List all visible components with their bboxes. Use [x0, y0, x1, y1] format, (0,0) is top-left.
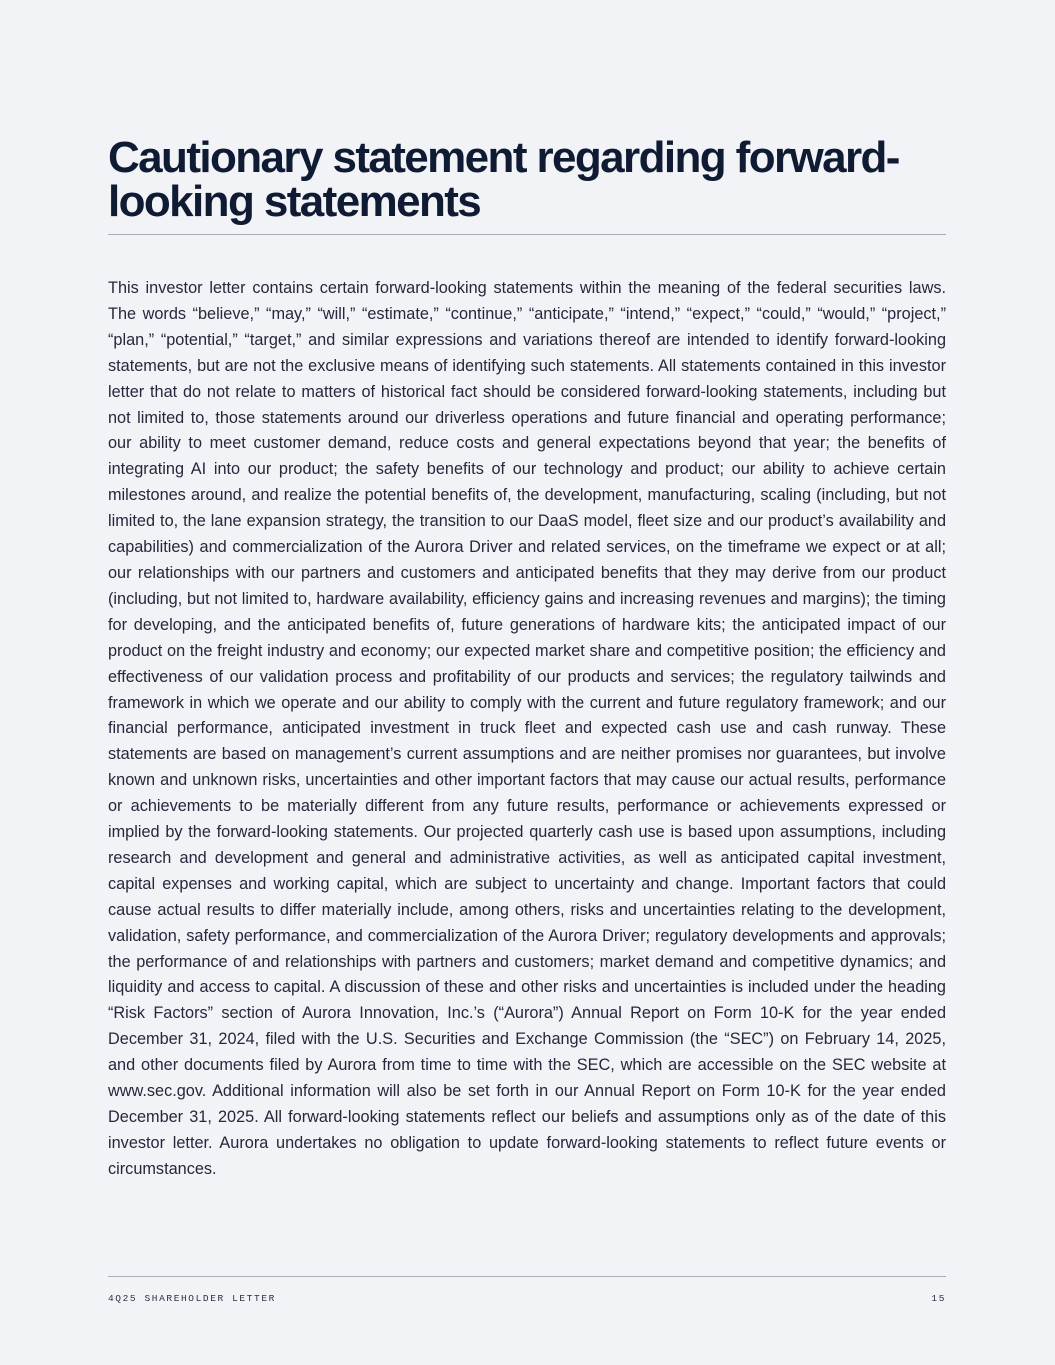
disclaimer-paragraph: This investor letter contains certain forward-looking statements within the meaning of the federal securities laws. The words “believe,” “may,” “will,” “estimate,” “continue,” “anticipate,” “intend,” “expect,” “could,” “would,” “project,” “plan,” “potential,” “target,” and similar expressions and variations thereof are intended to identify forward-looking statements, but are not the exclusive means of identifying such statements. All statements contained in this investor letter that do not relate to matters of historical fact should be considered forward-looking statements, including but not limited to, those statements around our driverless operations and future financial and operating performance; our ability to meet customer demand, reduce costs and general expectations beyond that year; the benefits of integrating AI into our product; the safety benefits of our technology and product; our ability to achieve certain milestones around, and realize the potential benefits of, the development, manufacturing, scaling (including, but not limited to, the lane expansion strategy, the transition to our DaaS model, fleet size and our product’s availability and capabilities) and commercialization of the Aurora Driver and related services, on the timeframe we expect or at all; our relationships with our partners and customers and anticipated benefits that they may derive from our product (including, but not limited to, hardware availability, efficiency gains and increasing revenues and margins); the timing for developing, and the anticipated benefits of, future generations of hardware kits; the anticipated impact of our product on the freight industry and economy; our expected market share and competitive position; the efficiency and effectiveness of our validation process and profitability of our products and services; the regulatory tailwinds and framework in which we operate and our ability to comply with the current and future regulatory framework; and our financial performance, anticipated investment in truck fleet and expected cash use and cash runway. These statements are based on management’s current assumptions and are neither promises nor guarantees, but involve known and unknown risks, uncertainties and other important factors that may cause our actual results, performance or achievements to be materially different from any future results, performance or achievements expressed or implied by the forward-looking statements. Our projected quarterly cash use is based upon assumptions, including research and development and general and administrative activities, as well as anticipated capital investment, capital expenses and working capital, which are subject to uncertainty and change. Important factors that could cause actual results to differ materially include, among others, risks and uncertainties relating to the development, validation, safety performance, and commercialization of the Aurora Driver; regulatory developments and approvals; the performance of and relationships with partners and customers; market demand and competitive dynamics; and liquidity and access to capital. A discussion of these and other risks and uncertainties is included under the heading “Risk Factors” section of Aurora Innovation, Inc.’s (“Aurora”) Annual Report on Form 10-K for the year ended December 31, 2024, filed with the U.S. Securities and Exchange Commission (the “SEC”) on February 14, 2025, and other documents filed by Aurora from time to time with the SEC, which are accessible on the SEC website at www.sec.gov. Additional information will also be set forth in our Annual Report on Form 10-K for the year ended December 31, 2025. All forward-looking statements reflect our beliefs and assumptions only as of the date of this investor letter. Aurora undertakes no obligation to update forward-looking statements to reflect future events or circumstances.: [108, 279, 946, 1178]
footer-label: 4Q25 SHAREHOLDER LETTER: [108, 1293, 276, 1304]
page-title: Cautionary statement regarding forward-looking statements: [108, 133, 899, 226]
title-divider: [108, 234, 946, 235]
footer-divider: [108, 1276, 946, 1277]
page-number: 15: [931, 1293, 946, 1304]
